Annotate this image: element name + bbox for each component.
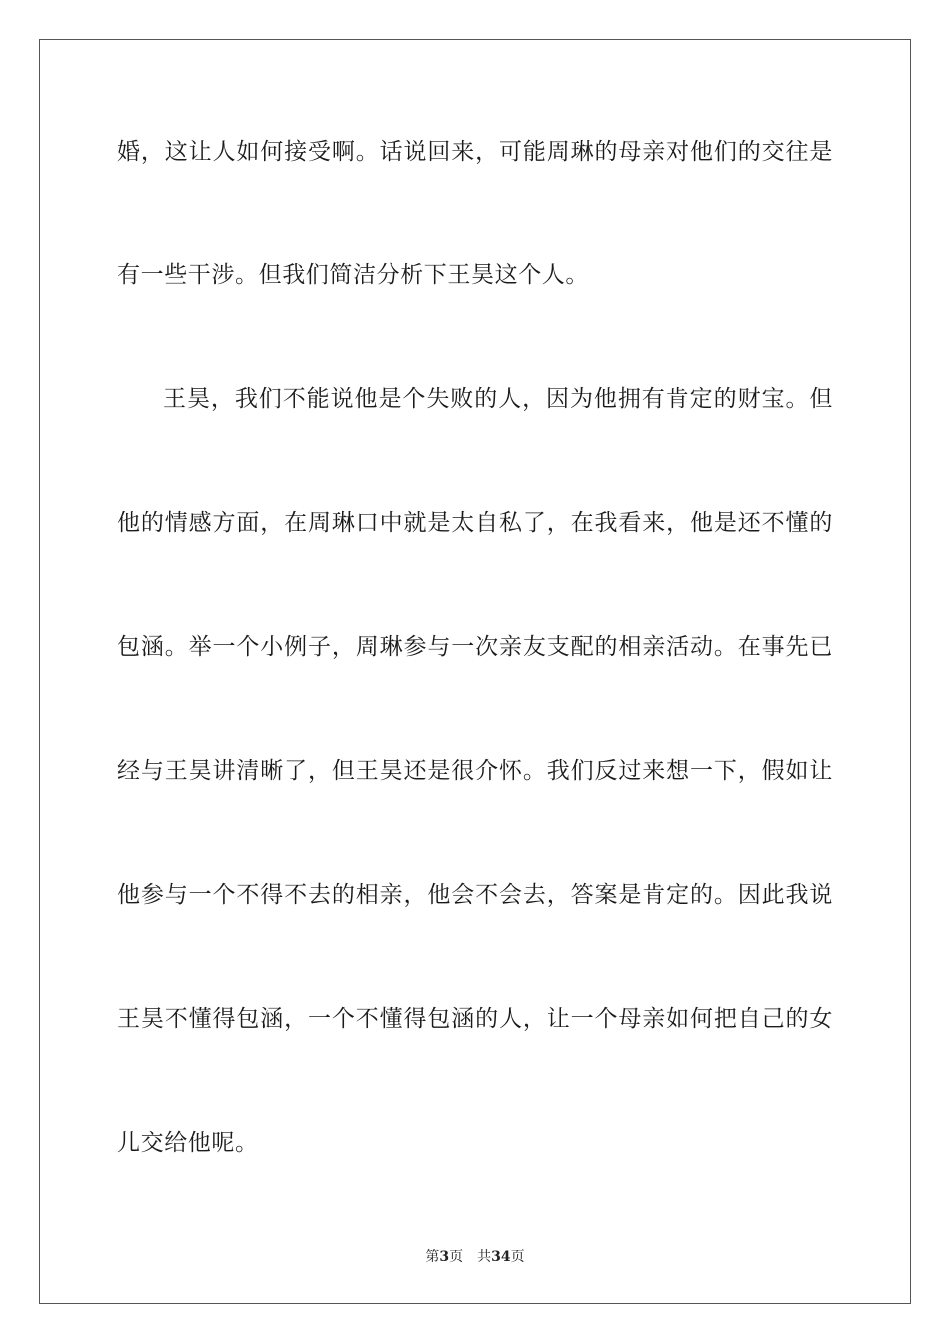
text-line-7: 他参与一个不得不去的相亲，他会不会去，答案是肯定的。因此我说 [117, 882, 833, 908]
text-line-1: 婚，这让人如何接受啊。话说回来，可能周琳的母亲对他们的交往是 [117, 139, 833, 165]
text-line-5: 包涵。举一个小例子，周琳参与一次亲友支配的相亲活动。在事先已 [117, 634, 833, 660]
footer-total-pages: 34 [491, 1249, 511, 1265]
text-line-2: 有一些干涉。但我们简洁分析下王昊这个人。 [117, 262, 589, 288]
footer-page-number: 3 [439, 1249, 450, 1265]
page-border [39, 39, 911, 1304]
text-line-4: 他的情感方面，在周琳口中就是太自私了，在我看来，他是还不懂的 [117, 510, 833, 536]
footer-page-prefix: 第 [425, 1249, 440, 1265]
text-line-6: 经与王昊讲清晰了，但王昊还是很介怀。我们反过来想一下，假如让 [117, 758, 833, 784]
footer-total-prefix: 共 [477, 1249, 492, 1265]
text-line-8: 王昊不懂得包涵，一个不懂得包涵的人，让一个母亲如何把自己的女 [117, 1006, 833, 1032]
footer-total-suffix: 页 [510, 1249, 525, 1265]
page-footer [0, 1248, 950, 1266]
text-line-3: 王昊，我们不能说他是个失败的人，因为他拥有肯定的财宝。但 [163, 386, 833, 412]
footer-page-suffix: 页 [449, 1249, 464, 1265]
text-line-9: 儿交给他呢。 [117, 1130, 259, 1156]
